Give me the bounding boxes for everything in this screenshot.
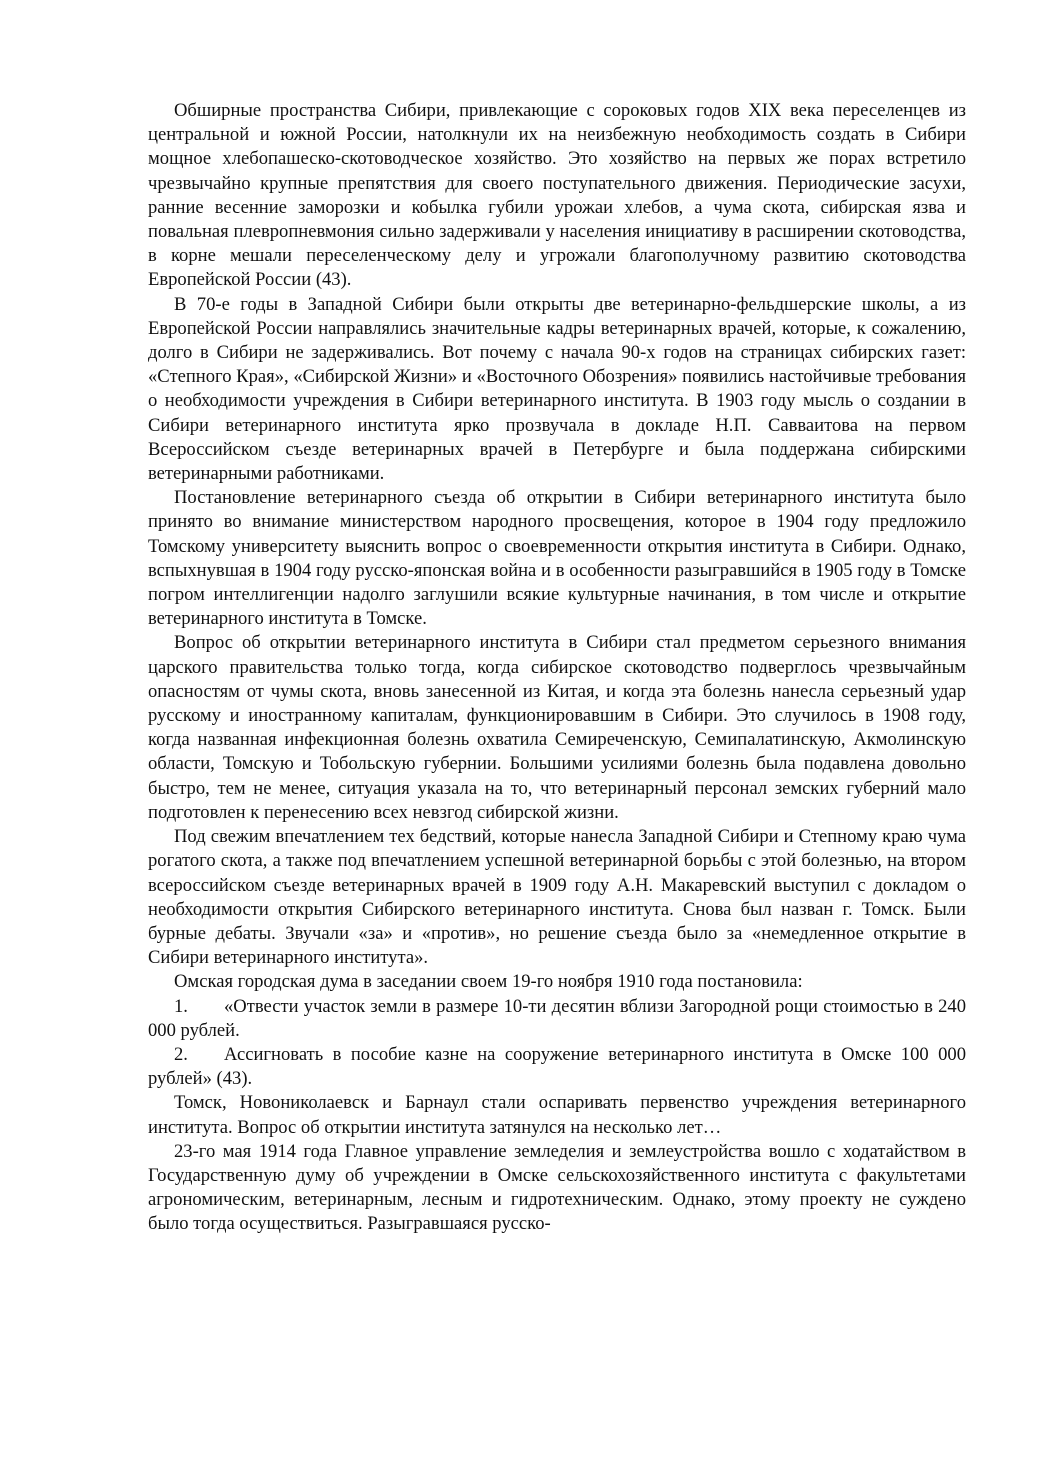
document-page [148, 99, 966, 1237]
paragraph-6: Омская городская дума в заседании своем 19-го ноября 1910 года постановила: [174, 971, 803, 993]
paragraph-8: 23-го мая 1914 года Главное управление земледелия и землеустройства вошло с ходатайством в Государственную думу об учреждении в Омске сельскохозяйственного института с факультетами агрономическим, ветеринарным, лесным и гидротехническим. Однако, этому проекту не суждено было тогда осуществиться. Разыгравшаяся русско- [148, 1140, 966, 1235]
list-item-1 [148, 995, 966, 1043]
list-item-text: «Отвести участок земли в размере 10-ти десятин вблизи Загородной рощи стоимостью в 240 000 рублей. [148, 995, 966, 1041]
list-item-text: Ассигновать в пособие казне на сооружение ветеринарного института в Омске 100 000 рублей» (43). [148, 1043, 966, 1090]
paragraph-4: Вопрос об открытии ветеринарного института в Сибири стал предметом серьезного внимания царского правительства только тогда, когда сибирское скотоводство подверглось чрезвычайным опасностям от чумы скота, вновь занесенной из Китая, и когда эта болезнь нанесла серьезный удар русскому и иностранному капиталам, функционировавшим в Сибири. Это случилось в 1908 году, когда названная инфекционная болезнь охватила Семиреченскую, Семипалатинскую, Акмолинскую области, Томскую и Тобольскую губернии. Большими усилиями болезнь была подавлена довольно быстро, тем не менее, ситуация указала на то, что ветеринарный персонал земских губерний мало подготовлен к перенесению всех невзгод сибирской жизни. [148, 632, 966, 823]
list-item-number: 1. [174, 995, 188, 1017]
list-item-2 [148, 1043, 966, 1091]
paragraph-5: Под свежим впечатлением тех бедствий, которые нанесла Западной Сибири и Степному краю чума рогатого скота, а также под впечатлением успешной ветеринарной борьбы с этой болезнью, на втором всероссийском съезде ветеринарных врачей в 1909 году А.Н. Макаревский выступил с докладом о необходимости открытия Сибирского ветеринарного института. Снова был назван г. Томск. Были бурные дебаты. Звучали «за» и «против», но решение съезда было за «немедленное открытие в Сибири ветеринарного института». [148, 826, 966, 969]
paragraph-1: Обширные пространства Сибири, привлекающие с сороковых годов XIX века переселенцев из центральной и южной России, натолкнули их на неизбежную необходимость создать в Сибири мощное хлебопашеско-скотоводческое хозяйство. Это хозяйство на первых же порах встретило чрезвычайно крупные препятствия для своего поступательного движения. Периодические засухи, ранние весенние заморозки и кобылка губили урожаи хлебов, а чума скота, сибирская язва и повальная плевропневмония сильно задерживали у населения инициативу в расширении скотоводства, в корне мешали переселенческому делу и угрожали благополучному развитию скотоводства Европейской России (43). [148, 100, 966, 291]
paragraph-2: В 70-е годы в Западной Сибири были открыты две ветеринарно-фельдшерские школы, а из Европейской России направлялись значительные кадры ветеринарных врачей, которые, к сожалению, долго в Сибири не задерживались. Вот почему с начала 90-х годов на страницах сибирских газет: «Степного Края», «Сибирской Жизни» и «Восточного Обозрения» появились настойчивые требования о необходимости учреждения в Сибири ветеринарного института. В 1903 году мысль о создании в Сибири ветеринарного института ярко прозвучала в докладе Н.П. Савваитова на первом Всероссийском съезде ветеринарных врачей в Петербурге и была поддержана сибирскими ветеринарными работниками. [148, 293, 966, 485]
list-item-number: 2. [174, 1043, 188, 1065]
paragraph-7: Томск, Новониколаевск и Барнаул стали оспаривать первенство учреждения ветеринарного института. Вопрос об открытии института затянулся на несколько лет… [148, 1092, 966, 1138]
paragraph-3: Постановление ветеринарного съезда об открытии в Сибири ветеринарного института было принято во внимание министерством народного просвещения, которое в 1904 году предложило Томскому университету выяснить вопрос о своевременности открытия института в Сибири. Однако, вспыхнувшая в 1904 году русско-японская война и в особенности разыгравшийся в 1905 году в Томске погром интеллигенции надолго заглушили всякие культурные начинания, в том числе и открытие ветеринарного института в Томске. [148, 487, 966, 630]
